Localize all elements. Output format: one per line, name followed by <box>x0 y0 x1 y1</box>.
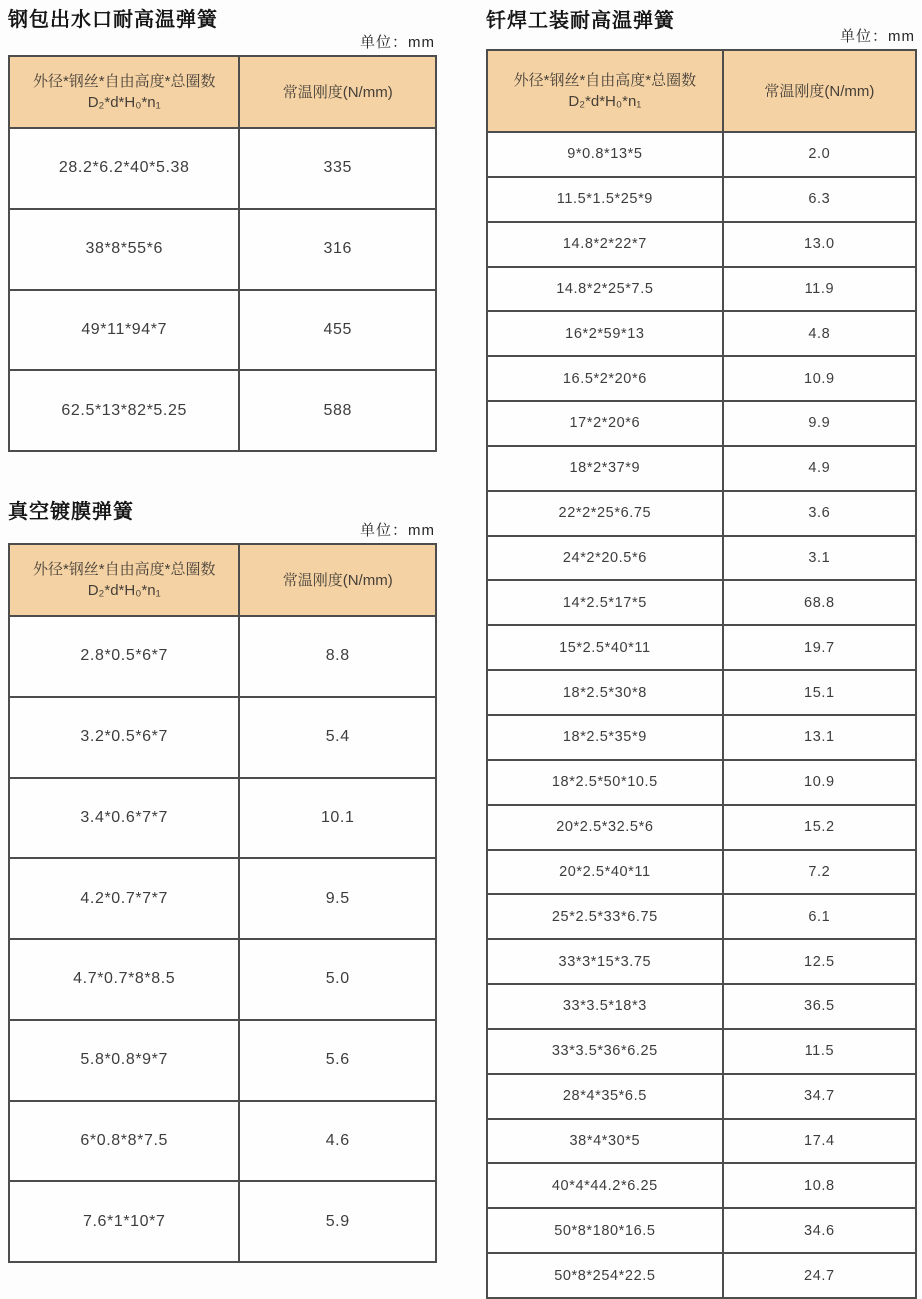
stiffness-cell: 588 <box>239 370 436 451</box>
stiffness-cell: 19.7 <box>723 625 916 670</box>
table-title: 钢包出水口耐高温弹簧 <box>8 9 218 31</box>
stiffness-cell: 6.1 <box>723 894 916 939</box>
spec-cell: 2.8*0.5*6*7 <box>9 616 239 697</box>
stiffness-cell: 13.0 <box>723 222 916 267</box>
spec-cell: 20*2.5*40*11 <box>487 850 723 895</box>
spec-cell: 14*2.5*17*5 <box>487 580 723 625</box>
spec-cell: 16.5*2*20*6 <box>487 356 723 401</box>
stiffness-cell: 6.3 <box>723 177 916 222</box>
stiffness-cell: 68.8 <box>723 580 916 625</box>
stiffness-cell: 10.9 <box>723 760 916 805</box>
table-row <box>487 1029 916 1074</box>
spec-cell: 5.8*0.8*9*7 <box>9 1020 239 1101</box>
spec-table-brazing <box>486 49 917 1299</box>
table-row <box>487 1208 916 1253</box>
spec-cell: 22*2*25*6.75 <box>487 491 723 536</box>
table-body-vacuum <box>9 616 436 1262</box>
stiffness-cell: 4.8 <box>723 311 916 356</box>
table-row <box>487 894 916 939</box>
table-title: 真空镀膜弹簧 <box>8 501 134 523</box>
spec-cell: 28*4*35*6.5 <box>487 1074 723 1119</box>
spec-cell: 18*2*37*9 <box>487 446 723 491</box>
table-row <box>487 446 916 491</box>
table-row <box>9 939 436 1020</box>
table-row <box>487 805 916 850</box>
spec-header-line2: D₂*d*H₀*n₁ <box>87 94 161 111</box>
spec-cell: 18*2.5*50*10.5 <box>487 760 723 805</box>
table-row <box>487 267 916 312</box>
table-row <box>9 697 436 778</box>
header-row <box>487 50 916 132</box>
spec-cell: 38*8*55*6 <box>9 209 239 290</box>
table-section-ladle-spring <box>8 0 437 452</box>
table-row <box>487 491 916 536</box>
spec-cell: 38*4*30*5 <box>487 1119 723 1164</box>
table-row <box>487 984 916 1029</box>
spec-cell: 3.4*0.6*7*7 <box>9 778 239 859</box>
table-title: 钎焊工装耐高温弹簧 <box>486 10 675 32</box>
table-row <box>487 536 916 581</box>
table-row <box>9 290 436 371</box>
table-row <box>487 715 916 760</box>
stiffness-cell: 455 <box>239 290 436 371</box>
stiffness-cell: 34.6 <box>723 1208 916 1253</box>
spec-table-ladle <box>8 55 437 452</box>
spec-column-header <box>9 56 239 128</box>
table-header-ladle <box>8 0 437 55</box>
stiffness-cell: 5.0 <box>239 939 436 1020</box>
table-row <box>9 858 436 939</box>
unit-label: 单位：mm <box>360 522 435 539</box>
stiffness-cell: 10.8 <box>723 1163 916 1208</box>
spec-cell: 3.2*0.5*6*7 <box>9 697 239 778</box>
table-row <box>487 670 916 715</box>
table-row <box>487 1163 916 1208</box>
spec-cell: 9*0.8*13*5 <box>487 132 723 177</box>
table-row <box>487 177 916 222</box>
stiffness-cell: 4.6 <box>239 1101 436 1182</box>
spec-cell: 62.5*13*82*5.25 <box>9 370 239 451</box>
table-row <box>487 1119 916 1164</box>
stiffness-cell: 8.8 <box>239 616 436 697</box>
stiffness-cell: 10.1 <box>239 778 436 859</box>
spec-cell: 49*11*94*7 <box>9 290 239 371</box>
stiffness-cell: 5.4 <box>239 697 436 778</box>
stiffness-cell: 5.6 <box>239 1020 436 1101</box>
unit-label: 单位：mm <box>360 34 435 51</box>
spec-column-header <box>487 50 723 132</box>
table-row <box>487 939 916 984</box>
spec-cell: 11.5*1.5*25*9 <box>487 177 723 222</box>
spec-cell: 4.7*0.7*8*8.5 <box>9 939 239 1020</box>
stiffness-cell: 11.9 <box>723 267 916 312</box>
spec-cell: 25*2.5*33*6.75 <box>487 894 723 939</box>
table-row <box>9 128 436 209</box>
spec-cell: 33*3*15*3.75 <box>487 939 723 984</box>
table-row <box>487 625 916 670</box>
table-row <box>9 616 436 697</box>
stiffness-cell: 11.5 <box>723 1029 916 1074</box>
table-row <box>9 1101 436 1182</box>
spec-cell: 7.6*1*10*7 <box>9 1181 239 1262</box>
spec-cell: 15*2.5*40*11 <box>487 625 723 670</box>
spec-cell: 50*8*180*16.5 <box>487 1208 723 1253</box>
table-row <box>9 370 436 451</box>
table-row <box>487 401 916 446</box>
spec-cell: 18*2.5*30*8 <box>487 670 723 715</box>
stiffness-column-header: 常温刚度(N/mm) <box>239 544 436 616</box>
table-row <box>487 850 916 895</box>
stiffness-cell: 36.5 <box>723 984 916 1029</box>
table-section-vacuum-spring <box>8 495 437 1263</box>
spec-cell: 33*3.5*36*6.25 <box>487 1029 723 1074</box>
table-header-vacuum <box>8 495 437 543</box>
spec-header-line1: 外径*钢丝*自由高度*总圈数 <box>32 561 216 578</box>
spec-column-header <box>9 544 239 616</box>
spec-header-line2: D₂*d*H₀*n₁ <box>568 93 642 110</box>
header-row <box>9 56 436 128</box>
spec-cell: 18*2.5*35*9 <box>487 715 723 760</box>
spec-cell: 17*2*20*6 <box>487 401 723 446</box>
table-row <box>487 580 916 625</box>
stiffness-cell: 5.9 <box>239 1181 436 1262</box>
spec-header-line1: 外径*钢丝*自由高度*总圈数 <box>513 72 697 89</box>
spec-cell: 16*2*59*13 <box>487 311 723 356</box>
stiffness-cell: 24.7 <box>723 1253 916 1298</box>
stiffness-cell: 3.6 <box>723 491 916 536</box>
stiffness-column-header: 常温刚度(N/mm) <box>723 50 916 132</box>
table-row <box>9 1020 436 1101</box>
spec-cell: 6*0.8*8*7.5 <box>9 1101 239 1182</box>
stiffness-cell: 13.1 <box>723 715 916 760</box>
spec-cell: 14.8*2*22*7 <box>487 222 723 267</box>
spec-cell: 40*4*44.2*6.25 <box>487 1163 723 1208</box>
spec-header-line2: D₂*d*H₀*n₁ <box>87 582 161 599</box>
stiffness-cell: 17.4 <box>723 1119 916 1164</box>
table-body-brazing <box>487 132 916 1298</box>
spec-cell: 20*2.5*32.5*6 <box>487 805 723 850</box>
table-header-brazing <box>486 0 917 49</box>
table-row <box>9 209 436 290</box>
table-section-brazing-spring <box>486 0 917 1299</box>
stiffness-cell: 4.9 <box>723 446 916 491</box>
stiffness-cell: 9.5 <box>239 858 436 939</box>
table-row <box>487 1253 916 1298</box>
spec-cell: 28.2*6.2*40*5.38 <box>9 128 239 209</box>
stiffness-cell: 9.9 <box>723 401 916 446</box>
table-row <box>487 311 916 356</box>
stiffness-column-header: 常温刚度(N/mm) <box>239 56 436 128</box>
table-body-ladle <box>9 128 436 451</box>
spec-cell: 4.2*0.7*7*7 <box>9 858 239 939</box>
spec-header-line1: 外径*钢丝*自由高度*总圈数 <box>32 73 216 90</box>
stiffness-cell: 335 <box>239 128 436 209</box>
stiffness-cell: 316 <box>239 209 436 290</box>
table-row <box>487 1074 916 1119</box>
table-row <box>487 222 916 267</box>
table-row <box>487 760 916 805</box>
stiffness-cell: 3.1 <box>723 536 916 581</box>
stiffness-cell: 15.2 <box>723 805 916 850</box>
spec-table-vacuum <box>8 543 437 1263</box>
table-row <box>487 132 916 177</box>
stiffness-cell: 34.7 <box>723 1074 916 1119</box>
stiffness-cell: 12.5 <box>723 939 916 984</box>
spec-cell: 50*8*254*22.5 <box>487 1253 723 1298</box>
table-row <box>487 356 916 401</box>
table-row <box>9 778 436 859</box>
spec-cell: 33*3.5*18*3 <box>487 984 723 1029</box>
spec-cell: 14.8*2*25*7.5 <box>487 267 723 312</box>
spec-cell: 24*2*20.5*6 <box>487 536 723 581</box>
stiffness-cell: 2.0 <box>723 132 916 177</box>
stiffness-cell: 10.9 <box>723 356 916 401</box>
stiffness-cell: 15.1 <box>723 670 916 715</box>
unit-label: 单位：mm <box>840 28 915 45</box>
header-row <box>9 544 436 616</box>
stiffness-cell: 7.2 <box>723 850 916 895</box>
